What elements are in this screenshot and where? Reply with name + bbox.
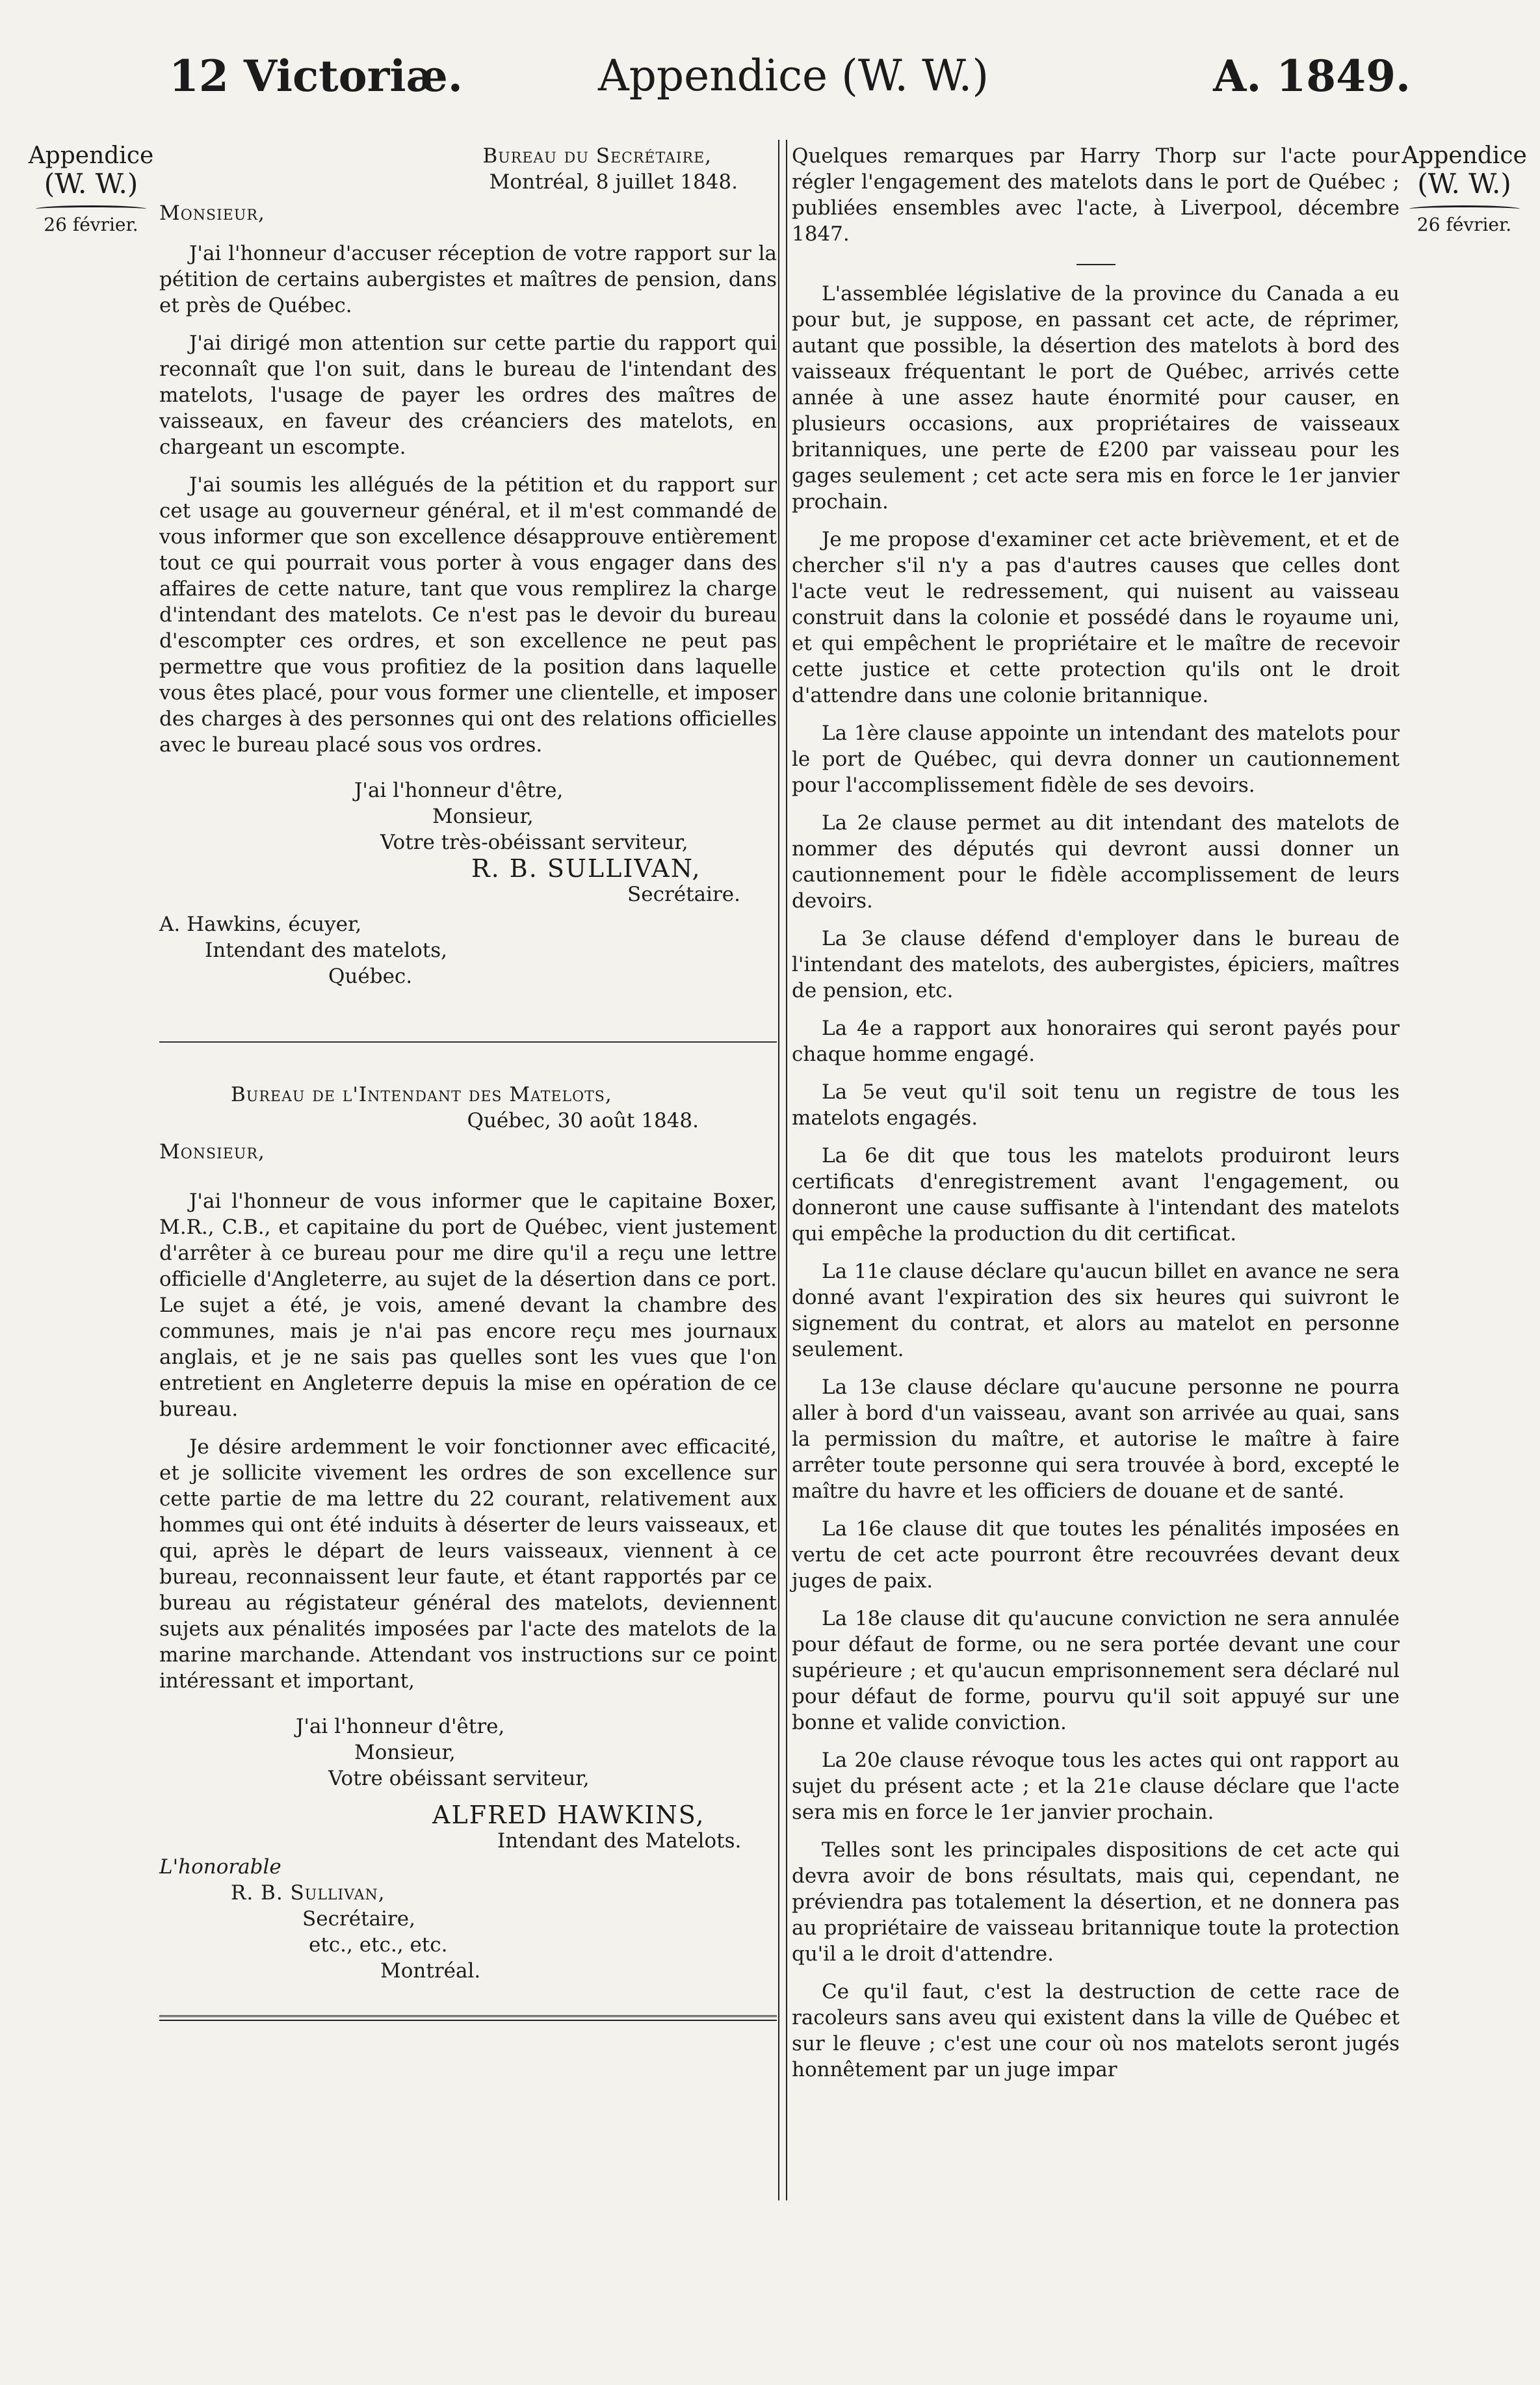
letter-office: Bureau du Secrétaire, xyxy=(482,144,712,168)
remarks-paragraph: La 5e veut qu'il soit tenu un registre de tous les matelots engagés. xyxy=(792,1080,1400,1130)
letter-signature: ALFRED HAWKINS, xyxy=(432,1801,705,1829)
header-left: 12 Victoriæ. xyxy=(169,51,463,101)
remarks-paragraph: Telles sont les principales dispositions de cet acte qui devra avoir de bons résultats, mais qui, cependant, ne préviendra pas totalement la désertion, et ne donnera pas au propriétaire de vaisseau britannique toute la protection qu'il a le droit d'attendre. xyxy=(792,1838,1400,1966)
closing-line: Votre obéissant serviteur, xyxy=(328,1767,590,1790)
letter-addressee xyxy=(159,911,777,989)
letter-closing xyxy=(354,777,777,855)
remarks-paragraph: La 20e clause révoque tous les actes qui ont rapport au sujet du présent acte ; et la 21e clause déclare que l'acte sera mis en force le 1er janvier prochain. xyxy=(792,1749,1400,1824)
addressee-line: etc., etc., etc. xyxy=(309,1933,448,1957)
addressee-line: A. Hawkins, écuyer, xyxy=(159,913,362,936)
letter-paragraph: J'ai dirigé mon attention sur cette partie du rapport qui reconnaît que l'on suit, dans le bureau de l'intendant des matelots, l'usage de payer les ordres des maîtres de vaisseaux, en faveur des créanciers des matelots, en chargeant un escompte. xyxy=(159,332,777,459)
brace-mark xyxy=(36,205,146,213)
letter-signature: R. B. SULLIVAN, xyxy=(471,854,701,883)
letter-paragraph: Je désire ardemment le voir fonctionner avec efficacité, et je sollicite vivement les ordres de son excellence sur cette partie de ma lettre du 22 courant, relativement aux hommes qui ont été induits à déserter de leurs vaisseaux, et qui, après le départ de leurs vaisseaux, viennent à ce bureau, reconnaissent leur faute, et étant rapportés par ce bureau au régistateur général des matelots, deviennent sujets aux pénalités imposées par l'acte des matelots de la marine marchande. Attendant vos instructions sur ce point intéressant et important, xyxy=(159,1435,777,1693)
remarks-paragraph: La 13e clause déclare qu'aucune personne ne pourra aller à bord d'un vaisseau, avant son arrivée au quai, sans la permission du maître, et autorise le maître à faire arrêter toute personne qui sera trouvée à bord, excepté le maître du havre et les officiers de douane et de santé. xyxy=(792,1375,1400,1503)
remarks-paragraph: La 6e dit que tous les matelots produiront leurs certificats d'enregistrement avant l'engagement, ou donneront une cause suffisante à l'intendant des matelots qui empêche la production du dit certificat. xyxy=(792,1144,1400,1245)
letter-paragraph: J'ai l'honneur de vous informer que le capitaine Boxer, M.R., C.B., et capitaine du port de Québec, vient justement d'arrêter à ce bureau pour me dire qu'il a reçu une lettre officielle d'Angleterre, au sujet de la désertion dans ce port. Le sujet a été, je vois, amené devant la chambre des communes, mais je n'ai pas encore reçu mes journaux anglais, et je ne sais pas quelles sont les vues que l'on entretient en Angleterre depuis la mise en opération de ce bureau. xyxy=(159,1190,777,1421)
margin-note-right xyxy=(1398,143,1531,235)
header-right: A. 1849. xyxy=(1213,51,1411,101)
header-center: Appendice (W. W.) xyxy=(598,51,989,101)
letter-signature-title: Secrétaire. xyxy=(627,883,740,906)
margin-note-code: (W. W.) xyxy=(44,167,138,200)
margin-note-code: (W. W.) xyxy=(1417,167,1511,200)
letter-2 xyxy=(159,1082,777,1984)
closing-line: Votre très-obéissant serviteur, xyxy=(380,831,688,854)
addressee-line: Intendant des matelots, xyxy=(205,939,448,962)
addressee-line: R. B. Sullivan, xyxy=(231,1881,385,1905)
margin-note-date: 26 février. xyxy=(1416,213,1512,235)
addressee-line: L'honorable xyxy=(159,1855,281,1879)
remarks-paragraph: Ce qu'il faut, c'est la destruction de cette race de racoleurs sans aveu qui existent dans la ville de Québec et sur le fleuve ; c'est une cour où nos matelots seront jugés honnêtement par un juge impar xyxy=(792,1980,1400,2081)
remarks-paragraph: La 1ère clause appointe un intendant des matelots pour le port de Québec, qui devra donner un cautionnement pour l'accomplissement fidèle de ses devoirs. xyxy=(792,722,1400,797)
letter-paragraph: J'ai soumis les allégués de la pétition et du rapport sur cet usage au gouverneur général, et il m'est commandé de vous informer que son excellence désapprouve entièrement tout ce qui pourrait vous porter à vous engager dans des affaires de cette nature, tant que vous remplirez la charge d'intendant des matelots. Ce n'est pas le devoir du bureau d'escompter ces ordres, et son excellence ne peut pas permettre que vous profitiez de la position dans laquelle vous êtes placé, pour vous former une clientelle, et imposer des charges à des personnes qui ont des relations officielles avec le bureau placé sous vos ordres. xyxy=(159,473,777,757)
margin-note-left xyxy=(26,143,156,235)
right-column xyxy=(792,143,1400,2094)
addressee-line: Montréal. xyxy=(380,1959,481,1983)
remarks-paragraph: L'assemblée législative de la province du Canada a eu pour but, je suppose, en passant cet acte, de réprimer, autant que possible, la désertion des matelots à bord des vaisseaux fréquentant le port de Québec, arrivés cette année à une assez haute énormité pour causer, en plusieurs occasions, aux propriétaires de vaisseaux britanniques, une perte de £200 par vaisseau pour les gages seulement ; cet acte sera mis en force le 1er janvier prochain. xyxy=(792,282,1400,514)
remarks-paragraph: La 4e a rapport aux honoraires qui seront payés pour chaque homme engagé. xyxy=(792,1017,1400,1066)
closing-line: J'ai l'honneur d'être, xyxy=(296,1715,505,1738)
title-rule xyxy=(1077,264,1116,265)
remarks-paragraph: La 18e clause dit qu'aucune conviction ne sera annulée pour défaut de forme, ou ne sera portée devant une cour supérieure ; et qu'aucun emprisonnement sera déclaré nul pour défaut de forme, pourvu qu'il soit appuyé sur une bonne et valide conviction. xyxy=(792,1607,1400,1734)
left-column xyxy=(159,143,777,2021)
margin-note-title: Appendice xyxy=(1402,142,1527,169)
closing-line: J'ai l'honneur d'être, xyxy=(354,779,564,802)
letter-place-date: Québec, 30 août 1848. xyxy=(467,1109,699,1132)
remarks-paragraph: La 16e clause dit que toutes les pénalités imposées en vertu de cet acte pourront être recouvrées devant deux juges de paix. xyxy=(792,1517,1400,1593)
margin-note-date: 26 février. xyxy=(44,213,138,235)
remarks-paragraph: La 2e clause permet au dit intendant des matelots de nommer des députés qui devront aussi donner un cautionnement pour le fidèle accomplissement de leurs devoirs. xyxy=(792,811,1400,913)
letter-salutation: Monsieur, xyxy=(159,1140,265,1164)
letter-addressee xyxy=(159,1854,777,1984)
letter-1 xyxy=(159,143,777,989)
addressee-line: Québec. xyxy=(328,965,413,988)
end-rule xyxy=(159,2015,777,2021)
brace-mark xyxy=(1409,205,1520,213)
letter-paragraph: J'ai l'honneur d'accuser réception de votre rapport sur la pétition de certains aubergistes et maîtres de pension, dans et près de Québec. xyxy=(159,242,777,317)
closing-line: Monsieur, xyxy=(354,1741,456,1764)
column-divider xyxy=(778,140,787,2200)
remarks-paragraph: La 3e clause défend d'employer dans le bureau de l'intendant des matelots, des aubergistes, épiciers, maîtres de pension, etc. xyxy=(792,927,1400,1002)
addressee-line: Secrétaire, xyxy=(302,1907,415,1931)
letter-place-date: Montréal, 8 juillet 1848. xyxy=(489,170,738,194)
closing-line: Monsieur, xyxy=(432,805,534,828)
page-header xyxy=(169,51,1411,116)
remarks-paragraph: La 11e clause déclare qu'aucun billet en avance ne sera donné avant l'expiration des six heures qui suivront le signement du contrat, et alors au matelot en personne seulement. xyxy=(792,1260,1400,1361)
letter-office: Bureau de l'Intendant des Matelots, xyxy=(231,1083,612,1106)
section-divider xyxy=(159,1041,777,1043)
remarks-title: Quelques remarques par Harry Thorp sur l'acte pour régler l'engagement des matelots dans le port de Québec ; publiées ensembles avec l'acte, à Liverpool, décembre 1847. xyxy=(792,144,1400,246)
letter-salutation: Monsieur, xyxy=(159,202,265,225)
remarks-paragraph: Je me propose d'examiner cet acte brièvement, et et de chercher s'il n'y a pas d'autres causes que celles dont l'acte veut le redressement, qui nuisent au vaisseau construit dans la colonie et possédé dans le royaume uni, et qui empêchent le propriétaire et le maître de recevoir cette justice et cette protection qu'ils ont le droit d'attendre dans une colonie britannique. xyxy=(792,528,1400,707)
letter-signature-title: Intendant des Matelots. xyxy=(497,1829,742,1853)
margin-note-title: Appendice xyxy=(28,142,154,169)
letter-closing xyxy=(296,1714,777,1792)
